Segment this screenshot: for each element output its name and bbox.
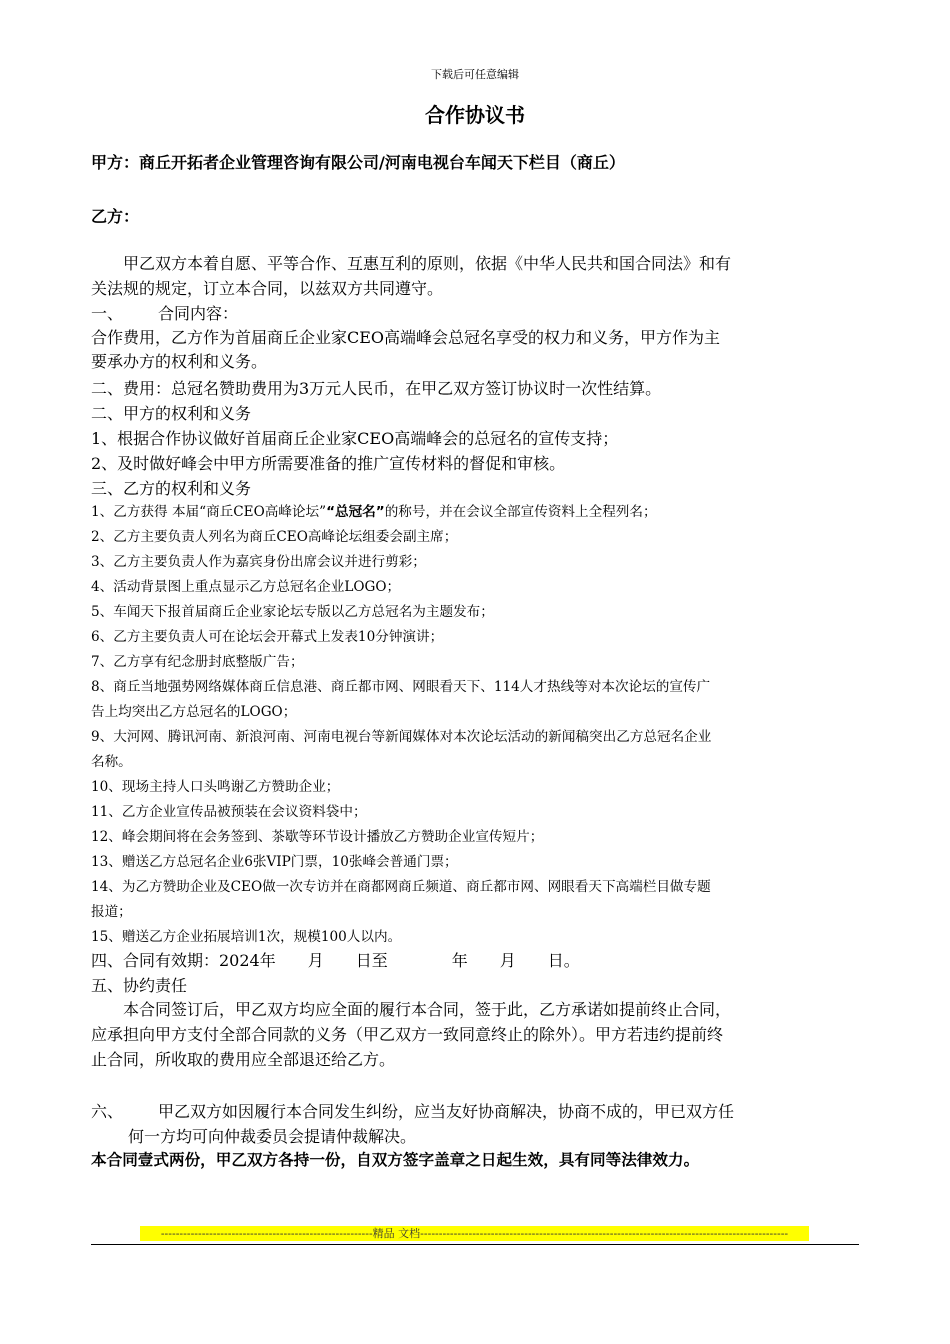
- party-b-item-5: 5、车闻天下报首届商丘企业家论坛专版以乙方总冠名为主题发布；: [91, 604, 494, 620]
- footer-rule: [91, 1244, 859, 1245]
- party-b-item-7: 7、乙方享有纪念册封底整版广告；: [91, 654, 304, 670]
- section-5-title: 五、协约责任: [91, 976, 188, 995]
- header-note: 下载后可任意编辑: [431, 68, 519, 81]
- section-1-line-2: 要承办方的权利和义务。: [91, 352, 268, 371]
- section-2-title: 二、甲方的权利和义务: [91, 404, 252, 423]
- party-b-item-2: 2、乙方主要负责人列名为商丘CEO高峰论坛组委会副主席；: [91, 529, 458, 545]
- party-a-item-2: 2、及时做好峰会中甲方所需要准备的推广宣传材料的督促和审核。: [91, 454, 566, 473]
- party-b-item-6: 6、乙方主要负责人可在论坛会开幕式上发表10分钟演讲；: [91, 629, 444, 645]
- party-b-item-12: 12、峰会期间将在会务签到、茶歇等环节设计播放乙方赞助企业宣传短片；: [91, 829, 544, 845]
- party-b-item-8-line-2: 告上均突出乙方总冠名的LOGO；: [91, 704, 297, 720]
- party-b-item-15: 15、赠送乙方企业拓展培训1次，规模100人以内。: [91, 929, 402, 945]
- party-b-item-1-post: 的称号，并在会议全部宣传资料上全程列名；: [384, 504, 657, 520]
- section-3-title: 三、乙方的权利和义务: [91, 479, 252, 498]
- section-4-validity: 四、合同有效期：2024年 月 日至 年 月 日。: [91, 951, 580, 970]
- party-b: 乙方：: [91, 207, 140, 226]
- party-a-item-1: 1、根据合作协议做好首届商丘企业家CEO高端峰会的总冠名的宣传支持；: [91, 429, 619, 448]
- party-a: 甲方：商丘开拓者企业管理咨询有限公司/河南电视台车闻天下栏目（商丘）: [91, 153, 625, 172]
- section-2-fee: 二、费用：总冠名赞助费用为3万元人民币，在甲乙双方签订协议时一次性结算。: [91, 379, 662, 398]
- party-b-item-9-line-2: 名称。: [91, 754, 132, 770]
- party-b-item-8-line-1: 8、商丘当地强势网络媒体商丘信息港、商丘都市网、网眼看天下、114人才热线等对本次论坛的宣传广: [91, 679, 711, 695]
- party-b-item-11: 11、乙方企业宣传品被预装在会议资料袋中；: [91, 804, 367, 820]
- section-5-line-2: 应承担向甲方支付全部合同款的义务（甲乙双方一致同意终止的除外）。甲方若违约提前终: [91, 1025, 724, 1044]
- section-1-number: 一、: [91, 304, 124, 323]
- party-b-item-4: 4、活动背景图上重点显示乙方总冠名企业LOGO；: [91, 579, 401, 595]
- closing-statement: 本合同壹式两份，甲乙双方各持一份，自双方签字盖章之日起生效，具有同等法律效力。: [91, 1151, 700, 1169]
- section-6-line-1: 甲乙双方如因履行本合同发生纠纷，应当友好协商解决，协商不成的，甲已双方任: [158, 1102, 735, 1121]
- section-5-line-3: 止合同，所收取的费用应全部退还给乙方。: [91, 1050, 396, 1069]
- section-1-title: 合同内容：: [158, 304, 239, 323]
- intro-line-2: 关法规的规定，订立本合同，以兹双方共同遵守。: [91, 279, 444, 298]
- section-1-line-1: 合作费用，乙方作为首届商丘企业家CEO高端峰会总冠名享受的权力和义务，甲方作为主: [91, 328, 721, 347]
- party-b-item-1-pre: 1、乙方获得 本届“商丘CEO高峰论坛”: [91, 504, 327, 520]
- party-b-item-14-line-1: 14、为乙方赞助企业及CEO做一次专访并在商都网商丘频道、商丘都市网、网眼看天下高端栏目做专题: [91, 879, 711, 895]
- party-b-item-1: [91, 500, 657, 520]
- title-sponsor-highlight: “总冠名”: [326, 504, 385, 520]
- party-b-item-9-line-1: 9、大河网、腾讯河南、新浪河南、河南电视台等新闻媒体对本次论坛活动的新闻稿突出乙方总冠名企业: [91, 729, 712, 745]
- section-5-line-1: 本合同签订后，甲乙双方均应全面的履行本合同，签于此，乙方承诺如提前终止合同，: [123, 1000, 732, 1019]
- footer-text: ---------------------------------------------------------精品 文档---------------------------------------------------------------------------------------------------: [160, 1227, 789, 1240]
- intro-line-1: 甲乙双方本着自愿、平等合作、互惠互利的原则，依据《中华人民共和国合同法》和有: [123, 254, 732, 273]
- party-b-item-3: 3、乙方主要负责人作为嘉宾身份出席会议并进行剪彩；: [91, 554, 426, 570]
- document-title: 合作协议书: [425, 103, 525, 127]
- party-b-item-13: 13、赠送乙方总冠名企业6张VIP门票，10张峰会普通门票；: [91, 854, 458, 870]
- section-6-number: 六、: [91, 1102, 124, 1121]
- section-6-line-2: 何一方均可向仲裁委员会提请仲裁解决。: [128, 1127, 417, 1146]
- party-b-item-10: 10、现场主持人口头鸣谢乙方赞助企业；: [91, 779, 340, 795]
- party-b-item-14-line-2: 报道；: [91, 904, 132, 920]
